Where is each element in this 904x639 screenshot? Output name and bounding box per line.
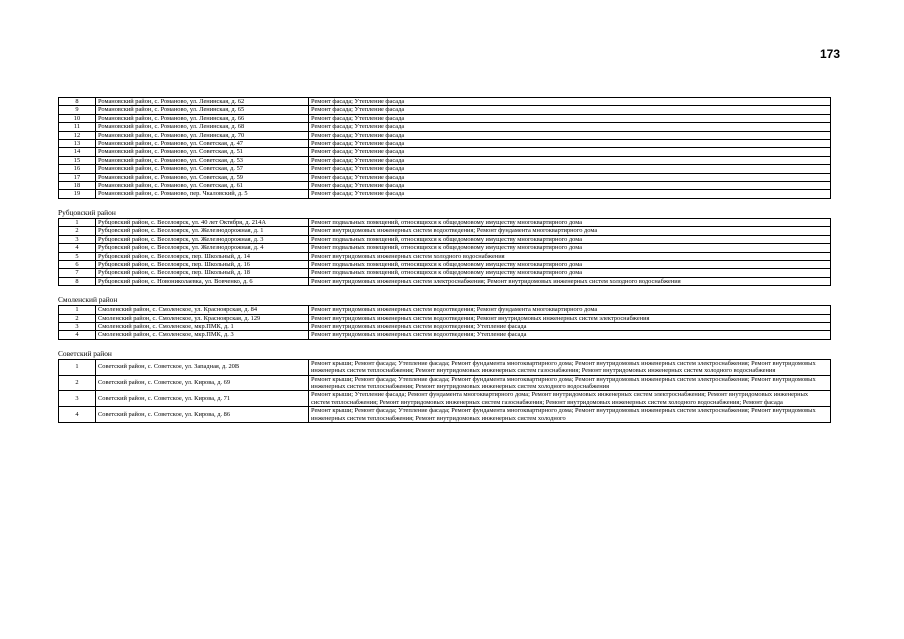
row-address: Рубцовский район, с. Веселоярск, ул. Железнодорожная, д. 3 bbox=[96, 235, 309, 243]
table-row bbox=[59, 322, 831, 330]
table-row bbox=[59, 173, 831, 181]
table-row bbox=[59, 114, 831, 122]
table-row bbox=[59, 235, 831, 243]
table-sovetsky bbox=[58, 359, 831, 423]
table-romanovsky bbox=[58, 97, 831, 199]
row-address: Романовский район, с. Романово, пер. Чкаловский, д. 5 bbox=[96, 190, 309, 198]
row-address: Романовский район, с. Романово, ул. Ленинская, д. 62 bbox=[96, 98, 309, 106]
table-row bbox=[59, 260, 831, 268]
row-works: Ремонт внутридомовых инженерных систем холодного водоснабжения bbox=[309, 252, 831, 260]
table-row bbox=[59, 140, 831, 148]
row-works: Ремонт внутридомовых инженерных систем водоотведения; Ремонт фундамента многоквартирного дома bbox=[309, 306, 831, 314]
row-address: Романовский район, с. Романово, ул. Советская, д. 59 bbox=[96, 173, 309, 181]
table-row bbox=[59, 98, 831, 106]
row-number: 14 bbox=[59, 148, 96, 156]
row-address: Советский район, с. Советское, ул. Западная, д. 20В bbox=[96, 359, 309, 375]
row-works: Ремонт фасада; Утепление фасада bbox=[309, 123, 831, 131]
row-number: 4 bbox=[59, 244, 96, 252]
table-smolensky bbox=[58, 305, 831, 340]
row-works: Ремонт крыши; Ремонт фасада; Утепление фасада; Ремонт фундамента многоквартирного дома; Ремонт внутридомовых инженерных систем электроснабжения; Ремонт внутридомовых инженерных систем теплоснабжения; Ремонт внутридомовых инженерных систем газоснабжения; Ремонт внутридомовых инженерных систем холодного водоснабжения bbox=[309, 359, 831, 375]
row-number: 3 bbox=[59, 322, 96, 330]
row-works: Ремонт фасада; Утепление фасада bbox=[309, 148, 831, 156]
table-row bbox=[59, 190, 831, 198]
row-works: Ремонт фасада; Утепление фасада bbox=[309, 98, 831, 106]
table-row bbox=[59, 277, 831, 285]
row-number: 4 bbox=[59, 407, 96, 423]
row-address: Советский район, с. Советское, ул. Кирова, д. 69 bbox=[96, 375, 309, 391]
row-works: Ремонт крыши; Ремонт фасада; Утепление фасада; Ремонт фундамента многоквартирного дома; Ремонт внутридомовых инженерных систем электроснабжения; Ремонт внутридомовых инженерных систем теплоснабжения; Ремонт внутридомовых инженерных систем холодного bbox=[309, 407, 831, 423]
row-number: 18 bbox=[59, 182, 96, 190]
row-address: Романовский район, с. Романово, ул. Советская, д. 47 bbox=[96, 140, 309, 148]
table-row bbox=[59, 359, 831, 375]
row-number: 7 bbox=[59, 269, 96, 277]
row-number: 19 bbox=[59, 190, 96, 198]
section-title-rubtsovsky: Рубцовский район bbox=[58, 207, 116, 217]
row-number: 11 bbox=[59, 123, 96, 131]
row-address: Романовский район, с. Романово, ул. Советская, д. 61 bbox=[96, 182, 309, 190]
row-address: Смоленский район, с. Смоленское, мкр.ПМК, д. 1 bbox=[96, 322, 309, 330]
row-address: Романовский район, с. Романово, ул. Ленинская, д. 68 bbox=[96, 123, 309, 131]
table-row bbox=[59, 165, 831, 173]
table-row bbox=[59, 375, 831, 391]
row-works: Ремонт фасада; Утепление фасада bbox=[309, 131, 831, 139]
row-address: Рубцовский район, с. Веселоярск, пер. Школьный, д. 14 bbox=[96, 252, 309, 260]
row-number: 6 bbox=[59, 260, 96, 268]
row-works: Ремонт фасада; Утепление фасада bbox=[309, 182, 831, 190]
section-title-smolensky: Смоленский район bbox=[58, 295, 118, 305]
table-row bbox=[59, 252, 831, 260]
row-number: 3 bbox=[59, 235, 96, 243]
row-number: 5 bbox=[59, 252, 96, 260]
row-number: 13 bbox=[59, 140, 96, 148]
section-title-sovetsky: Советский район bbox=[58, 348, 112, 358]
row-works: Ремонт подвальных помещений, относящихся к общедомовому имуществу многоквартирного дома bbox=[309, 218, 831, 226]
row-number: 17 bbox=[59, 173, 96, 181]
table-row bbox=[59, 269, 831, 277]
row-address: Романовский район, с. Романово, ул. Ленинская, д. 65 bbox=[96, 106, 309, 114]
row-address: Рубцовский район, с. Веселоярск, пер. Школьный, д. 18 bbox=[96, 269, 309, 277]
row-works: Ремонт подвальных помещений, относящихся к общедомовому имуществу многоквартирного дома bbox=[309, 244, 831, 252]
table-row bbox=[59, 156, 831, 164]
row-works: Ремонт фасада; Утепление фасада bbox=[309, 165, 831, 173]
row-address: Смоленский район, с. Смоленское, ул. Красноярская, д. 84 bbox=[96, 306, 309, 314]
row-number: 4 bbox=[59, 331, 96, 339]
row-number: 8 bbox=[59, 98, 96, 106]
row-works: Ремонт внутридомовых инженерных систем водоотведения; Ремонт внутридомовых инженерных систем электроснабжения bbox=[309, 314, 831, 322]
row-number: 8 bbox=[59, 277, 96, 285]
row-works: Ремонт крыши; Утепление фасада; Ремонт фундамента многоквартирного дома; Ремонт внутридомовых инженерных систем электроснабжения; Ремонт внутридомовых инженерных систем теплоснабжения; Ремонт внутридомовых инженерных систем газоснабжения; Ремонт внутридомовых инженерных систем холодного водоснабжения; Ремонт фасада bbox=[309, 391, 831, 407]
row-address: Смоленский район, с. Смоленское, ул. Красноярская, д. 129 bbox=[96, 314, 309, 322]
table-row bbox=[59, 123, 831, 131]
table-row bbox=[59, 148, 831, 156]
row-works: Ремонт фасада; Утепление фасада bbox=[309, 173, 831, 181]
row-number: 1 bbox=[59, 359, 96, 375]
row-works: Ремонт крыши; Ремонт фасада; Утепление фасада; Ремонт фундамента многоквартирного дома; Ремонт внутридомовых инженерных систем электроснабжения; Ремонт внутридомовых инженерных систем теплоснабжения; Ремонт внутридомовых инженерных систем холодного водоснабжения bbox=[309, 375, 831, 391]
row-number: 9 bbox=[59, 106, 96, 114]
row-works: Ремонт фасада; Утепление фасада bbox=[309, 140, 831, 148]
row-address: Романовский район, с. Романово, ул. Советская, д. 51 bbox=[96, 148, 309, 156]
row-address: Рубцовский район, с. Веселоярск, ул. Железнодорожная, д. 1 bbox=[96, 227, 309, 235]
row-address: Рубцовский район, с. Веселоярск, ул. Железнодорожная, д. 4 bbox=[96, 244, 309, 252]
row-works: Ремонт внутридомовых инженерных систем электроснабжения; Ремонт внутридомовых инженерных систем холодного водоснабжения bbox=[309, 277, 831, 285]
table-row bbox=[59, 218, 831, 226]
row-number: 3 bbox=[59, 391, 96, 407]
row-number: 16 bbox=[59, 165, 96, 173]
table-row bbox=[59, 244, 831, 252]
table-row bbox=[59, 306, 831, 314]
table-row bbox=[59, 391, 831, 407]
row-address: Романовский район, с. Романово, ул. Советская, д. 53 bbox=[96, 156, 309, 164]
table-rubtsovsky bbox=[58, 218, 831, 286]
row-address: Романовский район, с. Романово, ул. Ленинская, д. 70 bbox=[96, 131, 309, 139]
row-works: Ремонт фасада; Утепление фасада bbox=[309, 156, 831, 164]
table-row bbox=[59, 331, 831, 339]
row-number: 1 bbox=[59, 218, 96, 226]
table-row bbox=[59, 182, 831, 190]
row-address: Советский район, с. Советское, ул. Кирова, д. 71 bbox=[96, 391, 309, 407]
table-row bbox=[59, 131, 831, 139]
table-row bbox=[59, 106, 831, 114]
table-row bbox=[59, 314, 831, 322]
row-address: Советский район, с. Советское, ул. Кирова, д. 86 bbox=[96, 407, 309, 423]
document-content bbox=[58, 97, 830, 423]
row-works: Ремонт подвальных помещений, относящихся к общедомовому имуществу многоквартирного дома bbox=[309, 235, 831, 243]
row-address: Смоленский район, с. Смоленское, мкр.ПМК, д. 3 bbox=[96, 331, 309, 339]
row-address: Романовский район, с. Романово, ул. Ленинская, д. 66 bbox=[96, 114, 309, 122]
row-works: Ремонт внутридомовых инженерных систем водоотведения; Ремонт фундамента многоквартирного дома bbox=[309, 227, 831, 235]
row-works: Ремонт подвальных помещений, относящихся к общедомовому имуществу многоквартирного дома bbox=[309, 260, 831, 268]
table-row bbox=[59, 407, 831, 423]
row-address: Рубцовский район, с. Веселоярск, ул. 40 лет Октября, д. 214А bbox=[96, 218, 309, 226]
row-address: Рубцовский район, с. Веселоярск, пер. Школьный, д. 16 bbox=[96, 260, 309, 268]
row-number: 2 bbox=[59, 314, 96, 322]
row-number: 2 bbox=[59, 227, 96, 235]
row-number: 1 bbox=[59, 306, 96, 314]
page-number: 173 bbox=[819, 47, 840, 61]
row-number: 10 bbox=[59, 114, 96, 122]
row-works: Ремонт внутридомовых инженерных систем водоотведения; Утепление фасада bbox=[309, 322, 831, 330]
row-number: 12 bbox=[59, 131, 96, 139]
row-works: Ремонт фасада; Утепление фасада bbox=[309, 106, 831, 114]
row-works: Ремонт фасада; Утепление фасада bbox=[309, 114, 831, 122]
table-row bbox=[59, 227, 831, 235]
row-works: Ремонт подвальных помещений, относящихся к общедомовому имуществу многоквартирного дома bbox=[309, 269, 831, 277]
row-number: 2 bbox=[59, 375, 96, 391]
row-address: Романовский район, с. Романово, ул. Советская, д. 57 bbox=[96, 165, 309, 173]
row-works: Ремонт фасада; Утепление фасада bbox=[309, 190, 831, 198]
row-works: Ремонт внутридомовых инженерных систем водоотведения; Утепление фасада bbox=[309, 331, 831, 339]
row-address: Рубцовский район, с. Новониколаевка, ул. Вовченко, д. 6 bbox=[96, 277, 309, 285]
row-number: 15 bbox=[59, 156, 96, 164]
